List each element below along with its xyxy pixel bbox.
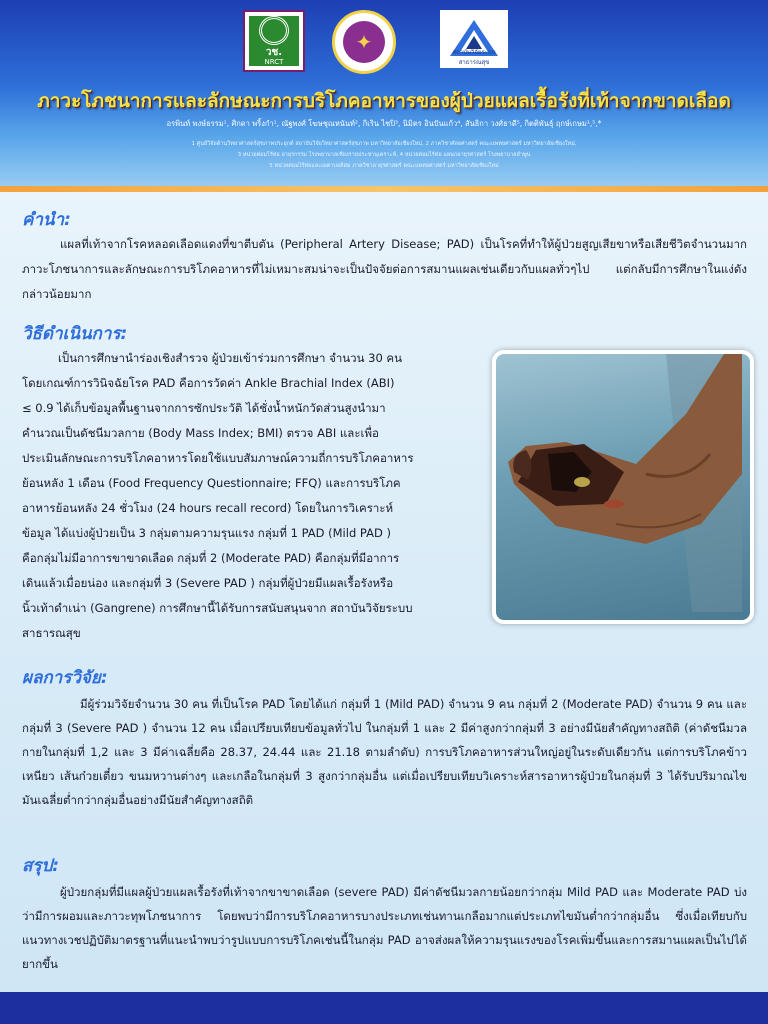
affiliation-line: 1 ศูนย์วิจัยด้านวิทยาศาสตร์สุขภาพประยุกต์ สถาบันวิจัยวิทยาศาสตร์สุขภาพ มหาวิทยาลัยเชียงใหม่, 2 ภาควิชาศัลยศาสตร์ คณะแพทยศาสตร์ มหาวิทยาลัยเชียงใหม่, bbox=[191, 141, 577, 147]
conclusion-text: ผู้ป่วยกลุ่มที่มีแผลผู้ป่วยแผลเรื้อรังที่เท้าจากขาขาดเลือด (severe PAD) มีค่าดัชนีมวลกายน้อยกว่ากลุ่ม Mild PAD และ Moderate PAD บ่งว่ามีการผอมและภาวะทุพโภชนาการ โดยพบว่ามีการบริโภคอาหารบางประเภทเช่นทานเกลือมากแต่ประเภทไขมันต่ำกว่ากลุ่มอื่น ซึ่งเมื่อเทียบกับแนวทางเวชปฏิบัติมาตรฐานที่แนะนำพบว่ารูปแบบการบริโภคเช่นนี้ในกลุ่ม PAD อาจส่งผลให้ความรุนแรงของโรคเพิ่มขึ้นและการสมานแผลเป็นไปได้ยากขึ้น bbox=[22, 885, 747, 971]
intro-text: แผลที่เท้าจากโรคหลอดเลือดแดงที่ขาตีบตัน (Peripheral Artery Disease; PAD) เป็นโรคที่ทำให้ผู้ป่วยสูญเสียขาหรือเสียชีวิตจำนวนมาก ภาวะโภชนาการและลักษณะการบริโภคอาหารที่ไม่เหมาะสมน่าจะเป็นปัจจัยต่อการสมานแผลเช่นเดียวกับแผลทั่วๆไป แต่กลับมีการศึกษาในแง่ดังกล่าวน้อยมาก bbox=[22, 237, 747, 301]
results-heading: ผลการวิจัย: bbox=[22, 668, 108, 688]
poster-title: ภาวะโภชนาการและลักษณะการบริโภคอาหารของผู้ป่วยแผลเรื้อรังที่เท้าจากขาดเลือด bbox=[37, 90, 731, 112]
conclusion-heading: สรุป: bbox=[22, 856, 60, 876]
hsri-logo: สถาบันวิจัยระบบสาธารณสุข bbox=[440, 10, 508, 68]
poster-header bbox=[0, 0, 768, 192]
author-list: อรพินท์ พงษ์ธรรม¹, ศิกดา พริ้งกำ¹, ณัฐพงศ์ โฆษชุณหนันท์², กิเริน ไชปิ³, นิมิตร อินปันแก้ว⁴, สันธิกา วงศ์ธาดี⁵, กิตติพันธุ์ ฤกษ์เกษม¹,⁵,* bbox=[166, 119, 602, 128]
affiliation-line: 3 หน่วยต่อมไร้ท่อ อายุรกรรม โรงพยาบาลเชียงรายประชานุเคราะห์, 4 หน่วยต่อมไร้ท่อ แผนกอายุรศาสตร์ โรงพยาบาลลำพูน bbox=[237, 152, 531, 158]
wound-photo bbox=[492, 350, 754, 624]
affiliation-line: 5 หน่วยต่อมไร้ท่อและเมตาบอลิสม ภาควิชาอายุรศาสตร์ คณะแพทยศาสตร์ มหาวิทยาลัยเชียงใหม่ bbox=[269, 163, 499, 169]
intro-heading: คำนำ: bbox=[22, 210, 71, 230]
university-seal-logo: ✦ bbox=[332, 10, 396, 74]
results-text: มีผู้ร่วมวิจัยจำนวน 30 คน ที่เป็นโรค PAD โดยได้แก่ กลุ่มที่ 1 (Mild PAD) จำนวน 9 คน กลุ่มที่ 2 (Moderate PAD) จำนวน 9 คน และ กลุ่มที่ 3 (Severe PAD ) จำนวน 12 คน เมื่อเปรียบเทียบข้อมูลทั่วไป ในกลุ่มที่ 1 และ 2 มีค่าสูงกว่ากลุ่มที่ 3 อย่างมีนัยสำคัญทางสถิติ (ค่าดัชนีมวลกายในกลุ่มที่ 1,2 และ 3 มีค่าเฉลี่ยคือ 28.37, 24.44 และ 21.18 ตามลำดับ) การบริโภคอาหารส่วนใหญ่อยู่ในระดับเดียวกัน แต่การบริโภคข้าวเหนียว เส้นก๋วยเตี๋ยว ขนมหวานต่างๆ และเกลือในกลุ่มที่ 3 สูงกว่ากลุ่มอื่น แต่เมื่อเปรียบเทียบวิเคราะห์สารอาหารผู้ป่วยในกลุ่มที่ 3 ได้รับปริมาณไขมันเฉลี่ยต่ำกว่ากลุ่มอื่นอย่างมีนัยสำคัญทางสถิติ bbox=[22, 697, 747, 807]
nrct-logo: วช. NRCT bbox=[243, 10, 305, 72]
methods-heading: วิธีดำเนินการ: bbox=[22, 324, 128, 344]
poster-footer-bar bbox=[0, 992, 768, 1024]
